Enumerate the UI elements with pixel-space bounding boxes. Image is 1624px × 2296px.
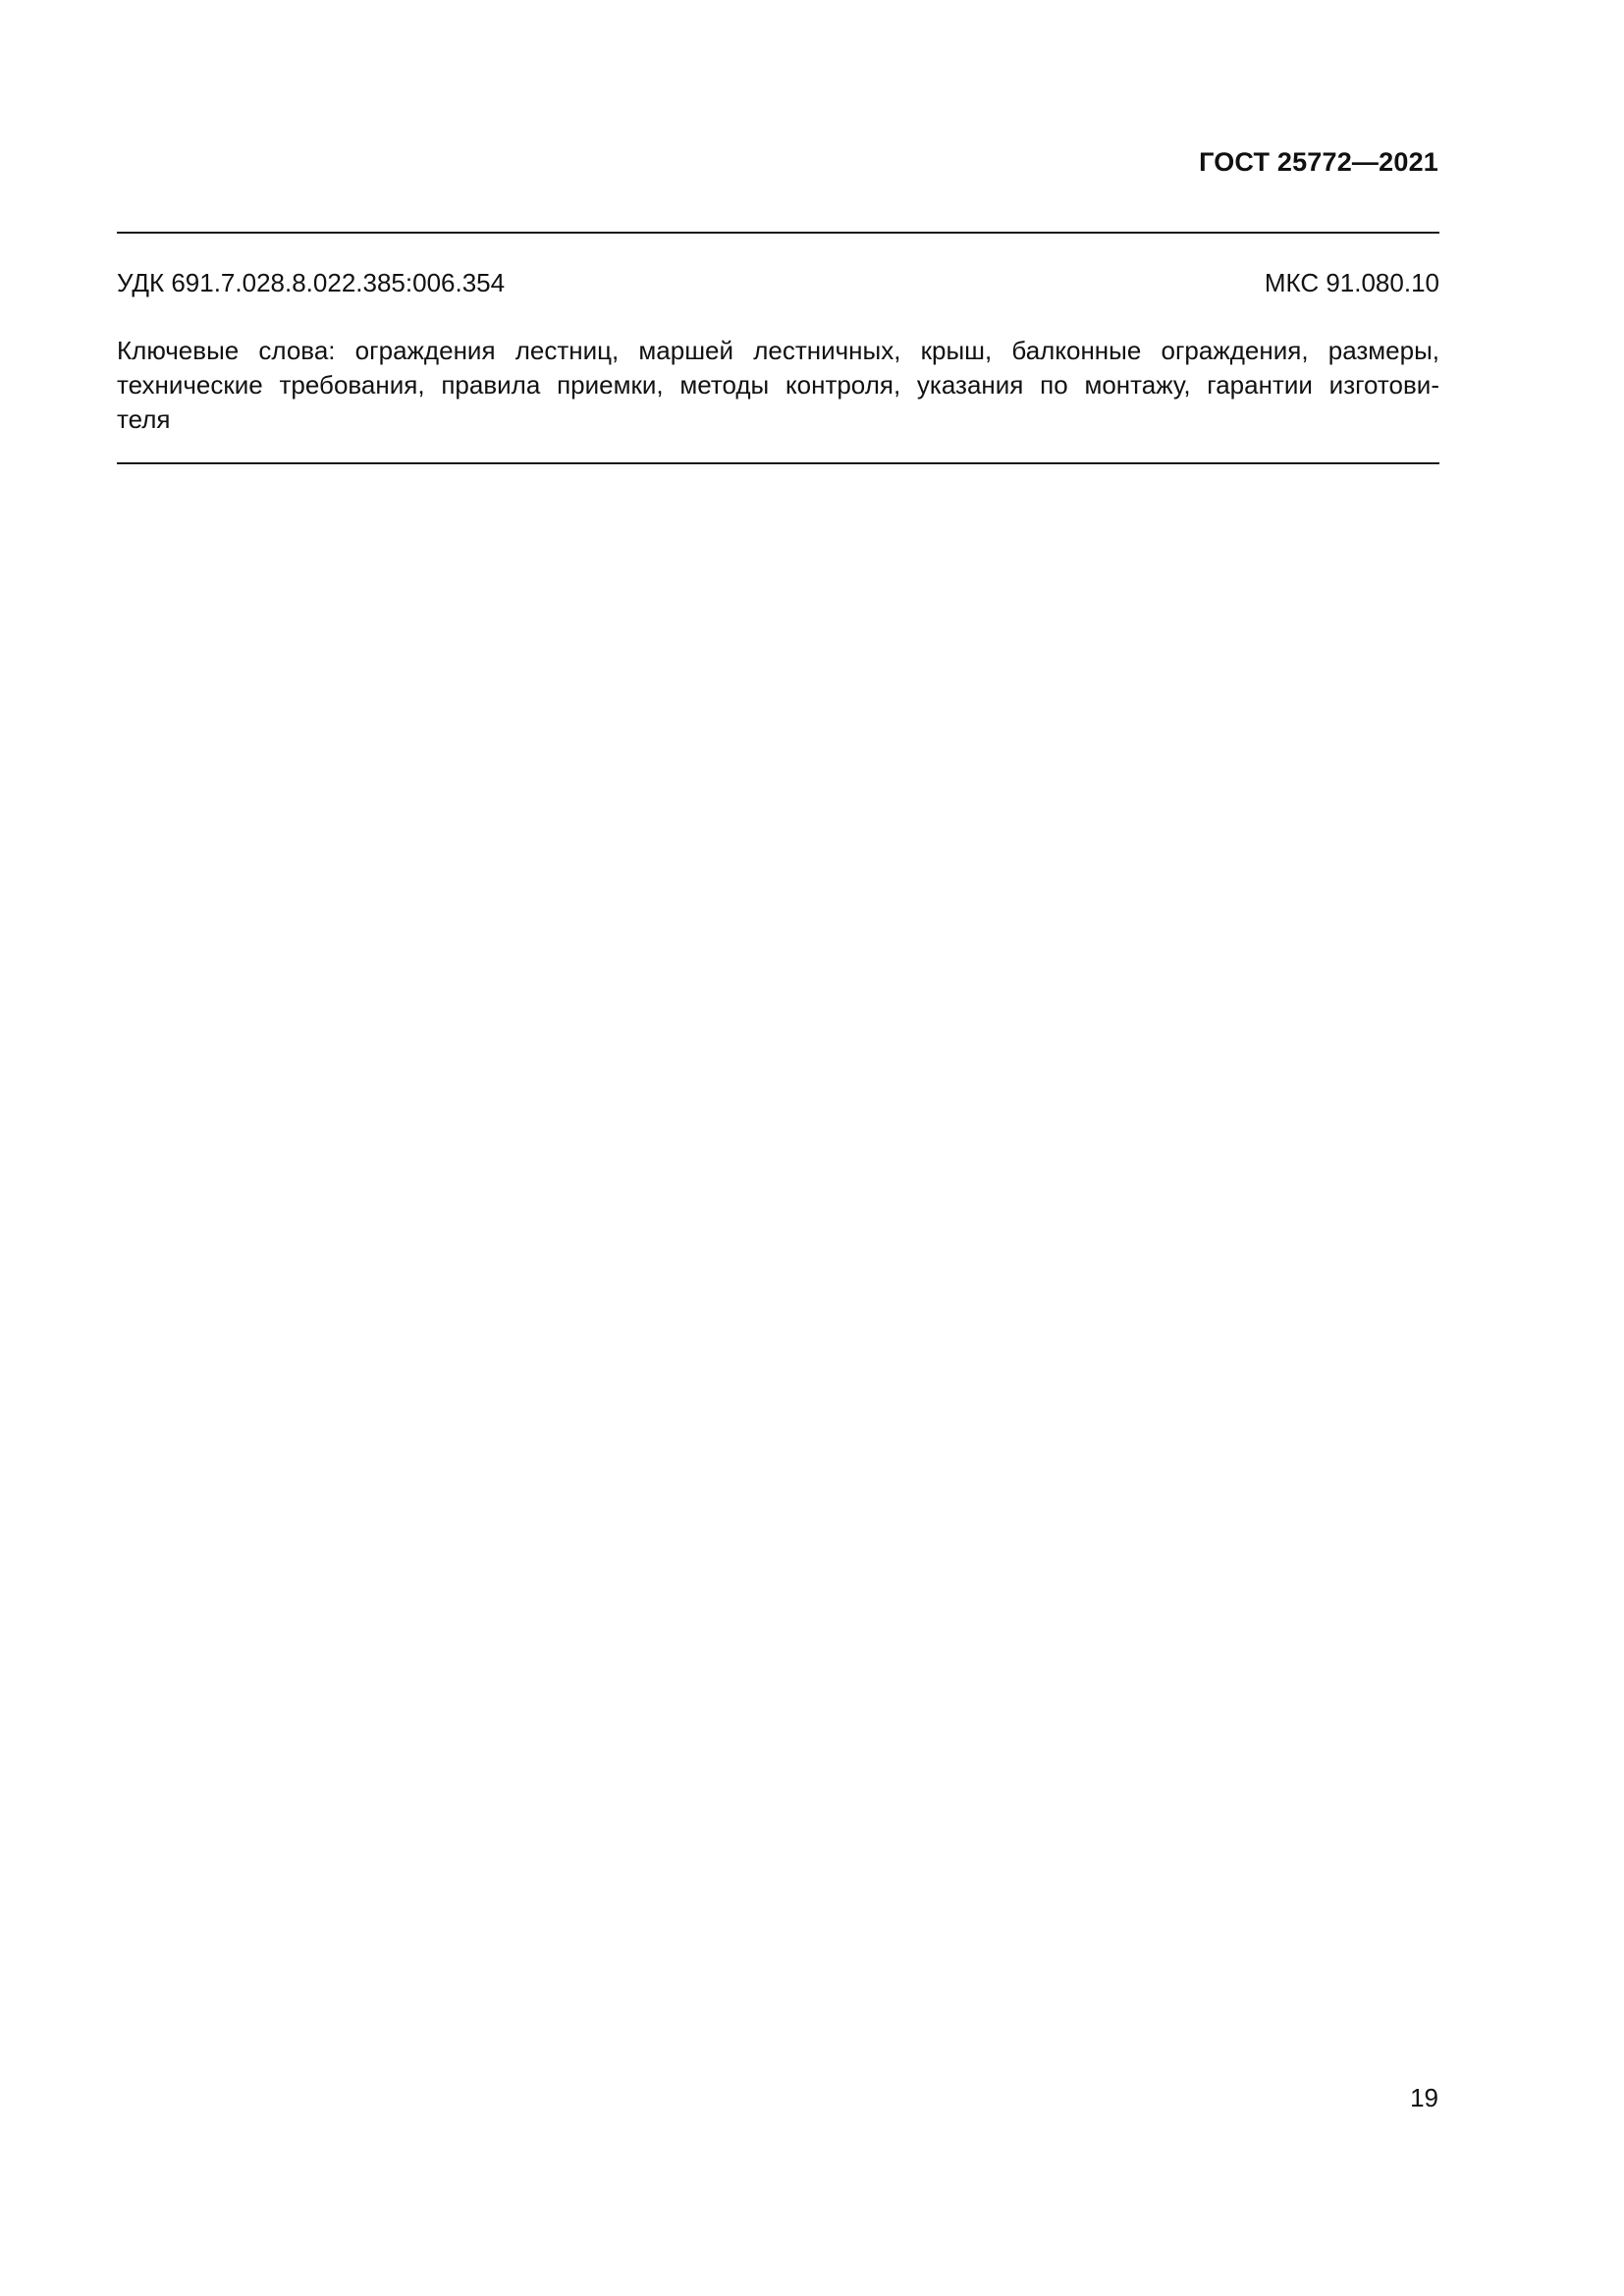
- classification-row: [117, 268, 1439, 298]
- ics-code: МКС 91.080.10: [1264, 268, 1439, 297]
- keywords-line: теля: [117, 404, 171, 434]
- top-divider: [117, 232, 1439, 234]
- page-number: 19: [1410, 2083, 1438, 2112]
- keywords-line: Ключевые слова: ограждения лестниц, маршей лестничных, крыш, балконные ограждения, размеры,: [117, 336, 1439, 365]
- bottom-divider: [117, 462, 1439, 464]
- standard-designation: ГОСТ 25772—2021: [1199, 147, 1438, 177]
- keywords-paragraph: [117, 334, 1439, 437]
- keywords-line: технические требования, правила приемки, методы контроля, указания по монтажу, гарантии изготови-: [117, 370, 1439, 400]
- udc-code: УДК 691.7.028.8.022.385:006.354: [117, 268, 506, 297]
